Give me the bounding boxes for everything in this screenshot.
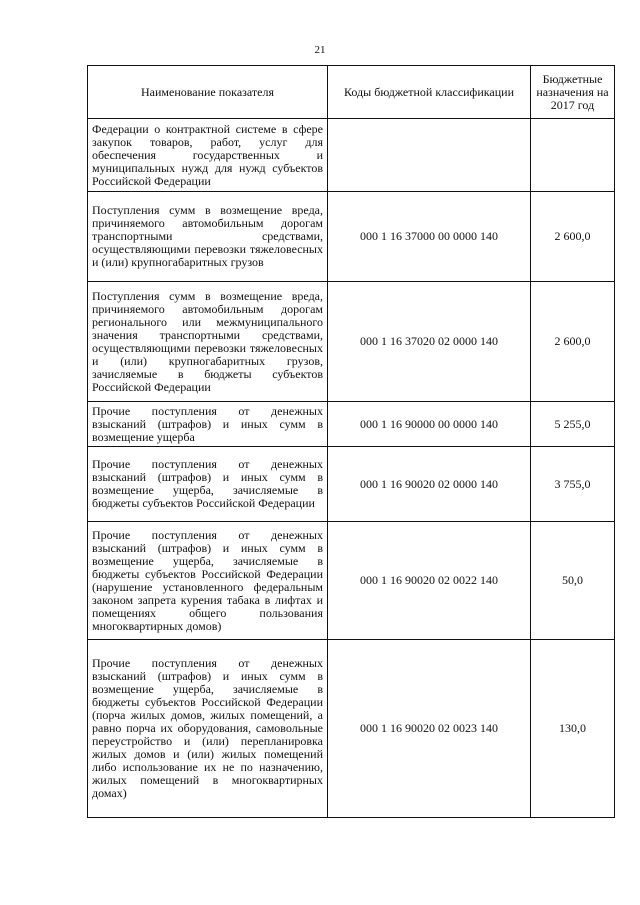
page-number: 21 bbox=[314, 44, 326, 56]
header-budget-code: Коды бюджетной классификации bbox=[328, 66, 531, 119]
row-code: 000 1 16 90020 02 0022 140 bbox=[328, 522, 531, 640]
header-budget-amount: Бюджетные назначения на 2017 год bbox=[531, 66, 615, 119]
table-row bbox=[88, 640, 615, 818]
row-name: Прочие поступления от денежных взысканий (штрафов) и иных сумм в возмещение ущерба, зачисляемые в бюджеты субъектов Российской Федерации (порча жилых домов, жилых помещений, а равно порча их оборудования, самовольные переустройство и (или) перепланировка жилых домов и (или) жилых помещений либо использование их не по назначению, жилых помещений в многоквартирных домах) bbox=[88, 640, 328, 818]
table-row bbox=[88, 402, 615, 447]
row-amount: 3 755,0 bbox=[531, 447, 615, 522]
row-code bbox=[328, 119, 531, 192]
row-amount: 2 600,0 bbox=[531, 192, 615, 282]
row-name: Поступления сумм в возмещение вреда, причиняемого автомобильным дорогам транспортными средствами, осуществляющими перевозки тяжеловесных и (или) крупногабаритных грузов bbox=[88, 192, 328, 282]
row-name: Поступления сумм в возмещение вреда, причиняемого автомобильным дорогам регионального или межмуниципального значения транспортными средствами, осуществляющими перевозки тяжеловесных и (или) крупногабаритных грузов, зачисляемые в бюджеты субъектов Российской Федерации bbox=[88, 282, 328, 402]
row-amount: 50,0 bbox=[531, 522, 615, 640]
table-row bbox=[88, 192, 615, 282]
row-code: 000 1 16 37020 02 0000 140 bbox=[328, 282, 531, 402]
row-name: Прочие поступления от денежных взысканий (штрафов) и иных сумм в возмещение ущерба, зачисляемые в бюджеты субъектов Российской Федерации (нарушение установленного федеральным законом запрета курения табака в лифтах и помещениях общего пользования многоквартирных домов) bbox=[88, 522, 328, 640]
row-name: Прочие поступления от денежных взысканий (штрафов) и иных сумм в возмещение ущерба bbox=[88, 402, 328, 447]
row-amount bbox=[531, 119, 615, 192]
row-code: 000 1 16 90020 02 0023 140 bbox=[328, 640, 531, 818]
row-amount: 130,0 bbox=[531, 640, 615, 818]
row-code: 000 1 16 90000 00 0000 140 bbox=[328, 402, 531, 447]
row-amount: 2 600,0 bbox=[531, 282, 615, 402]
table-row bbox=[88, 522, 615, 640]
table-row bbox=[88, 447, 615, 522]
table-header-row bbox=[88, 66, 615, 119]
row-name: Прочие поступления от денежных взысканий (штрафов) и иных сумм в возмещение ущерба, зачисляемые в бюджеты субъектов Российской Федерации bbox=[88, 447, 328, 522]
row-code: 000 1 16 90020 02 0000 140 bbox=[328, 447, 531, 522]
table-row bbox=[88, 282, 615, 402]
budget-revenue-table bbox=[87, 65, 615, 818]
row-code: 000 1 16 37000 00 0000 140 bbox=[328, 192, 531, 282]
table-row bbox=[88, 119, 615, 192]
row-name: Федерации о контрактной системе в сфере закупок товаров, работ, услуг для обеспечения государственных и муниципальных нужд для нужд субъектов Российской Федерации bbox=[88, 119, 328, 192]
row-amount: 5 255,0 bbox=[531, 402, 615, 447]
header-indicator-name: Наименование показателя bbox=[88, 66, 328, 119]
